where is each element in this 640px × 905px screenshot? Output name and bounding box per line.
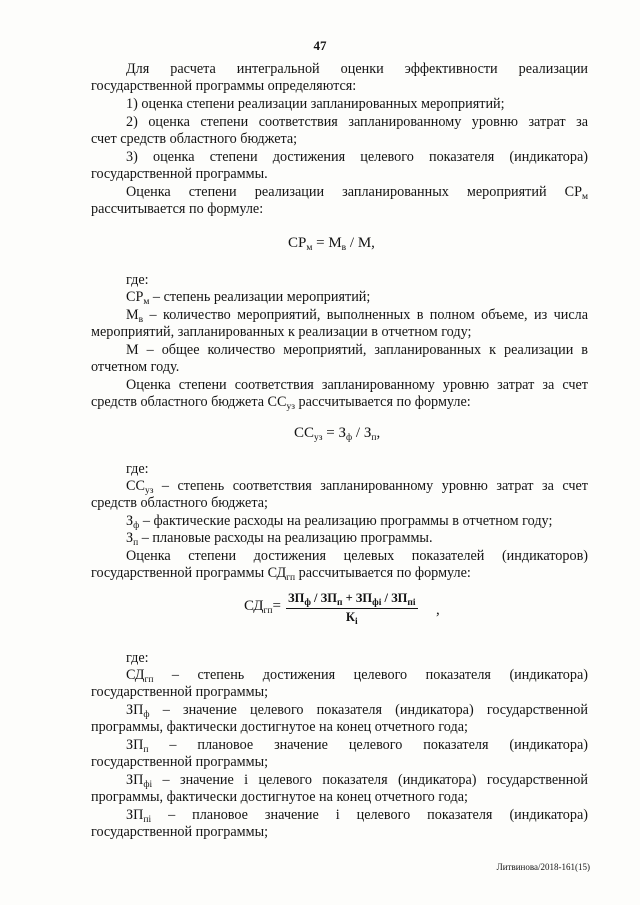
formula-sd-numerator: $ЗП_ф / ЗП_п + ЗП_{фi} / ЗП_{пi}$ <box>288 591 416 608</box>
sd-intro-line-2: государственной программы $СД_{гп}$ рассчитывается по формуле: <box>91 565 471 583</box>
def-sd: $СД_{гп}$ – степень достижения целевого показателя (индикатора) <box>126 667 588 685</box>
sd-intro-line-1: Оценка степени достижения целевых показателей (индикаторов) <box>126 548 588 564</box>
list-item-2-cont: счет средств областного бюджета; <box>91 131 298 147</box>
def-srm: $СР_м$ – степень реализации мероприятий; <box>126 289 371 307</box>
def-zpf-cont: программы, фактически достигнутое на конец отчетного года; <box>91 719 468 735</box>
def-zpp: $ЗП_п$ – плановое значение целевого показателя (индикатора) <box>126 737 588 755</box>
def-mv-cont: мероприятий, запланированных к реализации в отчетном году; <box>91 324 472 340</box>
list-item-1: 1) оценка степени реализации запланированных мероприятий; <box>126 96 505 112</box>
def-m: М – общее количество мероприятий, запланированных к реализации в <box>126 342 588 358</box>
def-ss: $СС_{уз}$ – степень соответствия запланированному уровню затрат за счет <box>126 478 588 496</box>
def-zpp-cont: государственной программы; <box>91 754 269 770</box>
footer-doc-code: Литвинова/2018-161(15) <box>496 862 590 872</box>
ss-intro-line-1: Оценка степени соответствия запланированному уровню затрат за счет <box>126 377 588 393</box>
formula-srm: $СР_м = М_в / М$, <box>288 235 375 253</box>
formula-sd-lhs: $СД_{гп}=$ <box>244 598 281 616</box>
def-zf: $З_ф$ – фактические расходы на реализацию программы в отчетном году; <box>126 513 553 531</box>
formula-sd-denominator: $К_i$ <box>345 610 358 627</box>
def-sd-cont: государственной программы; <box>91 684 269 700</box>
def-mv: $М_в$ – количество мероприятий, выполненных в полном объеме, из числа <box>126 307 588 325</box>
formula-ss: $СС_{уз} = З_ф / З_п$, <box>294 425 381 443</box>
def-zpfi-cont: программы, фактически достигнутое на конец отчетного года; <box>91 789 468 805</box>
list-item-3: 3) оценка степени достижения целевого показателя (индикатора) <box>126 149 588 165</box>
list-item-2: 2) оценка степени соответствия запланированному уровню затрат за <box>126 114 588 130</box>
def-zppi: $ЗП_{пi}$ – плановое значение i целевого показателя (индикатора) <box>126 807 588 825</box>
def-zpfi: $ЗП_{фi}$ – значение i целевого показателя (индикатора) государственной <box>126 772 588 790</box>
formula-sd-fraction <box>286 591 418 625</box>
def-zpf: $ЗП_ф$ – значение целевого показателя (индикатора) государственной <box>126 702 588 720</box>
where-label-3: где: <box>126 650 149 666</box>
def-zppi-cont: государственной программы; <box>91 824 269 840</box>
where-label-1: где: <box>126 272 149 288</box>
list-item-3-cont: государственной программы. <box>91 166 268 182</box>
def-ss-cont: средств областного бюджета; <box>91 495 268 511</box>
formula-sd-comma: , <box>436 602 440 618</box>
where-label-2: где: <box>126 461 149 477</box>
srm-intro-line-2: рассчитывается по формуле: <box>91 201 264 217</box>
def-zp: $З_п$ – плановые расходы на реализацию программы. <box>126 530 433 548</box>
fraction-bar <box>286 608 418 609</box>
intro-line-2: государственной программы определяются: <box>91 78 357 94</box>
def-m-cont: отчетном году. <box>91 359 180 375</box>
ss-intro-line-2: средств областного бюджета $СС_{уз}$ рассчитывается по формуле: <box>91 394 471 412</box>
page-number: 47 <box>313 38 327 53</box>
srm-intro-line-1: Оценка степени реализации запланированных мероприятий $СР_м$ <box>126 184 588 202</box>
intro-line-1: Для расчета интегральной оценки эффективности реализации <box>126 61 588 77</box>
